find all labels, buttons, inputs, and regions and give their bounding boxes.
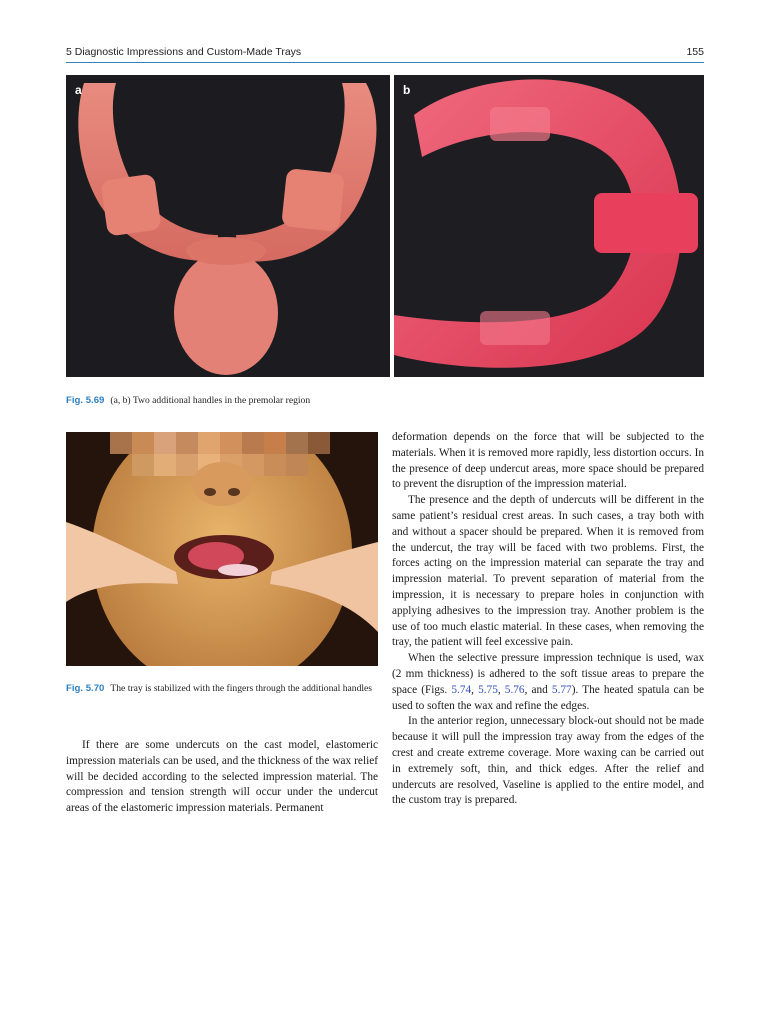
- patient-mouth-illustration: [66, 432, 378, 666]
- left-paragraph-1: If there are some undercuts on the cast model, elastomeric impression materials can be used, and the thickness of the wax relief will be decided according to the selected impression material. The compression and tension strength will occur under the undercut areas of the elastomeric impression materials. Permanent: [66, 739, 378, 815]
- chapter-title: 5 Diagnostic Impressions and Custom-Made Trays: [66, 46, 302, 58]
- ref-separator: ,: [497, 683, 505, 696]
- header-rule: [66, 62, 704, 63]
- figure-ref-5-76[interactable]: 5.76: [504, 683, 525, 696]
- panel-label-a: a: [75, 83, 82, 97]
- figure-ref-5-74[interactable]: 5.74: [451, 683, 472, 696]
- right-paragraph-3: [392, 651, 704, 714]
- left-column-text: [66, 738, 378, 817]
- figure-569-number: Fig. 5.69: [66, 395, 105, 406]
- ref-separator: , and: [524, 683, 552, 696]
- figure-570-caption: [66, 682, 378, 695]
- right-paragraph-2: The presence and the depth of undercuts will be different in the same patient’s residual crest areas. In such cases, a tray both with and without a spacer should be prepared. When it is removed from the undercut, the tray will be faced with two problems. First, the forces acting on the impression material can separate the tray and impression material. To prevent separation of material from the impression, it is necessary to prepare holes in conjunction with applying adhesives to the impression tray. Another problem is the use of too much elastic material. In these cases, when removing the tray, the patient will feel excessive pain.: [392, 494, 704, 649]
- figure-ref-5-75[interactable]: 5.75: [478, 683, 498, 696]
- figure-569-caption: [66, 394, 704, 407]
- paragraph-3-text-end: ). The heated spatula can be used to soften the wax and refine the edges.: [392, 683, 704, 712]
- figure-570-photo: [66, 432, 378, 666]
- panel-label-b: b: [403, 83, 411, 97]
- tray-handles-illustration-a: [66, 75, 390, 377]
- ref-separator: ,: [471, 683, 479, 696]
- right-paragraph-4: In the anterior region, unnecessary block-out should not be made because it will pull the impression tray away from the edges of the crest and create extreme coverage. More waxing can be carried out in extremely soft, thin, and thick edges. After the relief and undercuts are resolved, Vaseline is applied to the entire model, and the custom tray is prepared.: [392, 715, 704, 807]
- paragraph-3-text-start: When the selective pressure impression technique is used, wax (2 mm thickness) is adhered to the soft tissue areas to prepare the space (Figs.: [392, 652, 704, 696]
- right-column-text: [392, 430, 704, 809]
- figure-569-caption-text: (a, b) Two additional handles in the premolar region: [110, 395, 311, 406]
- tray-handles-illustration-b: [394, 75, 704, 377]
- figure-569a-photo: [66, 75, 390, 377]
- figure-ref-5-77[interactable]: 5.77: [551, 683, 572, 696]
- page-number: 155: [686, 46, 704, 58]
- figure-570-number: Fig. 5.70: [66, 683, 105, 694]
- right-paragraph-1: deformation depends on the force that will be subjected to the materials. When it is removed more rapidly, less distortion occurs. In the presence of deep undercut areas, more space should be prepared to prevent the disruption of the impression material.: [392, 431, 704, 491]
- figure-569b-photo: [394, 75, 704, 377]
- running-header: [66, 44, 704, 62]
- figure-570-caption-text: The tray is stabilized with the fingers through the additional handles: [110, 683, 373, 694]
